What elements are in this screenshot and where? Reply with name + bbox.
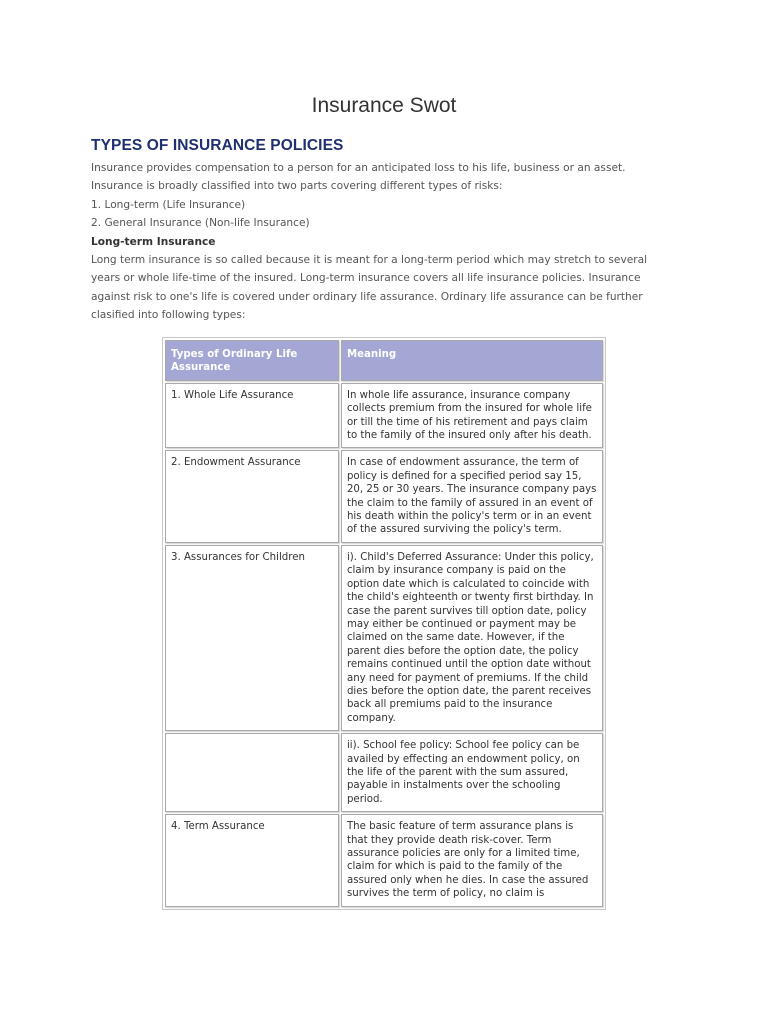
- row-meaning: ii). School fee policy: School fee policy can be availed by effecting an endowment policy, on the life of the parent with the sum assured, payable in instalments over the schooling period.: [341, 733, 603, 812]
- table-row: [165, 733, 603, 812]
- row-type: 2. Endowment Assurance: [165, 450, 339, 542]
- intro-line: Insurance is broadly classified into two parts covering different types of risks:: [91, 180, 503, 193]
- table-row: [165, 450, 603, 542]
- table-row: [165, 383, 603, 449]
- table-row: [165, 814, 603, 906]
- page-title: Insurance Swot: [311, 94, 457, 117]
- intro-line: 1. Long-term (Life Insurance): [91, 198, 246, 211]
- intro-text: [91, 159, 671, 325]
- intro-line: 2. General Insurance (Non-life Insurance): [91, 217, 310, 230]
- table-header-row: [165, 340, 603, 381]
- header-type: Types of Ordinary Life Assurance: [165, 340, 339, 381]
- table-row: [165, 545, 603, 731]
- row-meaning: i). Child's Deferred Assurance: Under this policy, claim by insurance company is paid on the option date which is calculated to coincide with the child's eighteenth or twenty first birthday. In case the parent survives till option date, policy may either be continued or payment may be claimed on the same date. However, if the parent dies before the option date, the policy remains continued until the option date without any need for payment of premiums. If the child dies before the option date, the parent receives back all premiums paid to the insurance company.: [341, 545, 603, 731]
- subheading-long-term: Long-term Insurance: [91, 235, 216, 248]
- row-meaning: In whole life assurance, insurance company collects premium from the insured for whole life or till the time of his retirement and pays claim to the family of the insured only after his death.: [341, 383, 603, 449]
- assurance-types-table: [162, 337, 606, 910]
- row-meaning: In case of endowment assurance, the term of policy is defined for a specified period say 15, 20, 25 or 30 years. The insurance company pays the claim to the family of assured in an event of his death within the policy's term or in an event of the assured surviving the policy's term.: [341, 450, 603, 542]
- row-type: 3. Assurances for Children: [165, 545, 339, 731]
- row-type: [165, 733, 339, 812]
- intro-line: Insurance provides compensation to a person for an anticipated loss to his life, business or an asset.: [91, 162, 626, 174]
- long-term-paragraph: Long term insurance is so called because it is meant for a long-term period which may stretch to several years or whole life-time of the insured. Long-term insurance covers all life insurance policies. Insurance against risk to one's life is covered under ordinary life assurance. Ordinary life assurance can be further clasified into following types:: [91, 254, 648, 322]
- row-meaning: The basic feature of term assurance plans is that they provide death risk-cover. Term assurance policies are only for a limited time, claim for which is paid to the family of the assured only when he dies. In case the assured survives the term of policy, no claim is: [341, 814, 603, 906]
- row-type: 4. Term Assurance: [165, 814, 339, 906]
- header-meaning: Meaning: [341, 340, 603, 381]
- section-heading: TYPES OF INSURANCE POLICIES: [91, 137, 344, 154]
- row-type: 1. Whole Life Assurance: [165, 383, 339, 449]
